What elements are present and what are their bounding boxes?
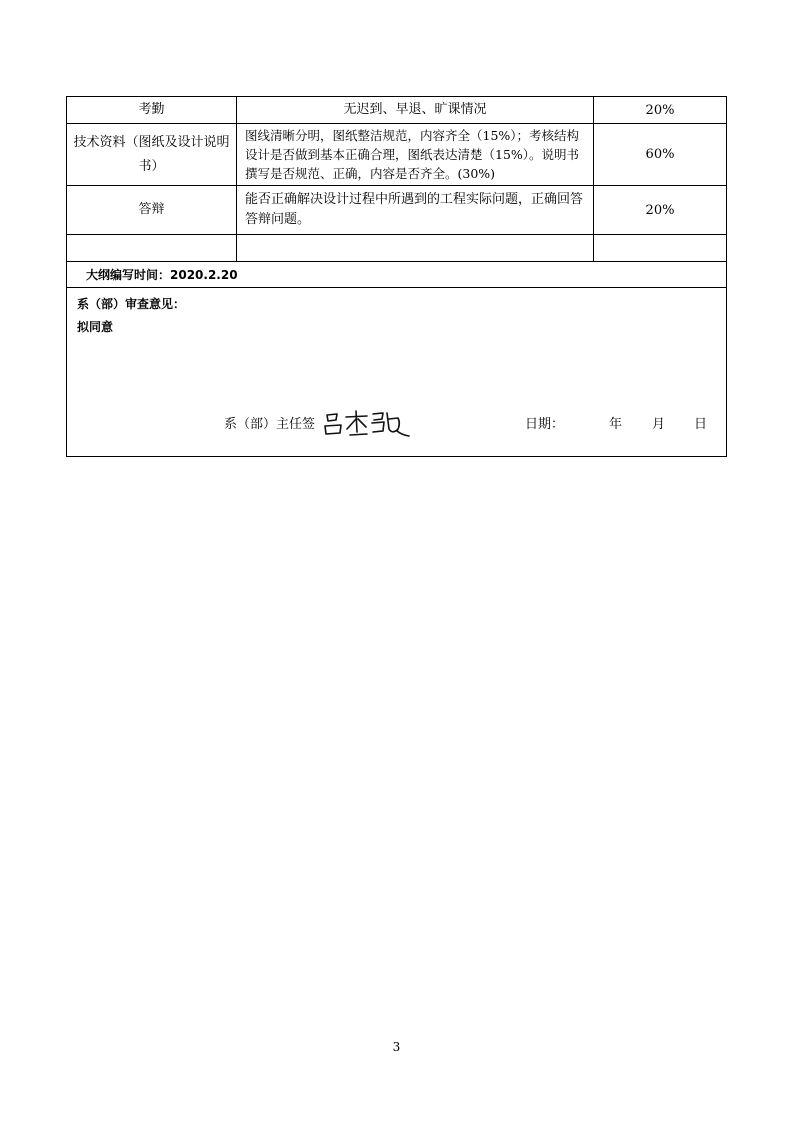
criteria-cell: 无迟到、早退、旷课情况 [237, 97, 594, 123]
review-section [66, 288, 727, 457]
day-label: 日 [694, 417, 708, 432]
review-heading: 系（部）审查意见： [77, 297, 186, 311]
table-row [67, 124, 726, 186]
date-label: 日期： [525, 417, 565, 432]
handwritten-signature [323, 405, 413, 441]
year-label: 年 [609, 417, 623, 432]
review-opinion: 拟同意 [77, 320, 114, 334]
signature-label: 系（部）主任签 [224, 417, 316, 432]
item-cell: 技术资料（图纸及设计说明书） [67, 124, 237, 185]
item-cell: 答辩 [67, 186, 237, 234]
criteria-cell: 图线清晰分明，图纸整洁规范，内容齐全（15%）；考核结构设计是否做到基本正确合理，图纸表达清楚（15%）。说明书撰写是否规范、正确，内容是否齐全。(30%) [237, 124, 594, 185]
table-row [67, 186, 726, 235]
item-cell: 考勤 [67, 97, 237, 123]
item-cell [67, 235, 237, 262]
page-number: 3 [392, 1040, 401, 1054]
table-row [67, 235, 726, 262]
table-row [67, 97, 726, 124]
month-label: 月 [652, 417, 666, 432]
grading-table [66, 96, 727, 262]
weight-cell: 20% [645, 202, 675, 218]
weight-cell: 60% [645, 147, 675, 162]
weight-cell [594, 235, 726, 262]
weight-cell: 20% [645, 102, 675, 118]
criteria-cell [237, 235, 594, 262]
criteria-cell: 能否正确解决设计过程中所遇到的工程实际问题，正确回答答辩问题。 [237, 186, 594, 234]
outline-time: 大纲编写时间：2020.2.20 [66, 262, 727, 288]
